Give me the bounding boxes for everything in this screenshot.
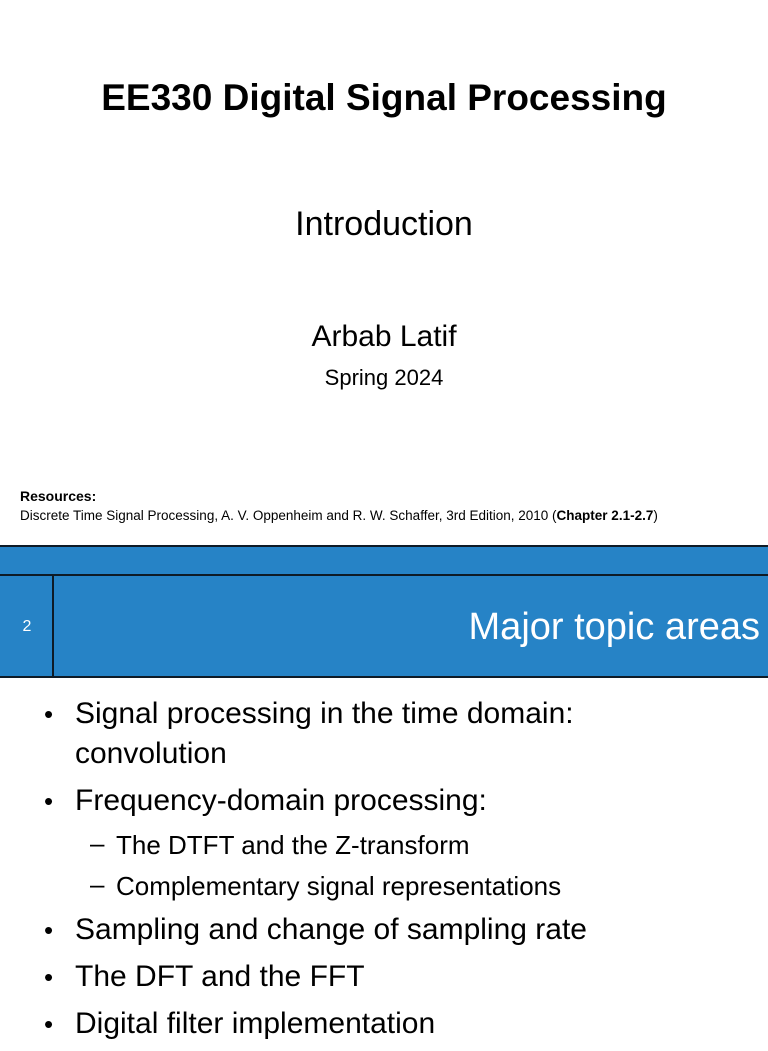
sub-list-item-text: Complementary signal representations	[116, 871, 562, 901]
list-item	[0, 694, 768, 774]
resources-reference: Discrete Time Signal Processing, A. V. Oppenheim and R. W. Schaffer, 3rd Edition, 2010 (	[20, 508, 557, 523]
bullet-icon: •	[44, 786, 54, 816]
list-item-text: Sampling and change of sampling rate	[75, 913, 587, 946]
slide-title: Major topic areas	[468, 606, 760, 648]
sub-list-item	[0, 828, 768, 862]
author-name: Arbab Latif	[311, 320, 457, 353]
list-item	[0, 781, 768, 821]
list-item	[0, 957, 768, 997]
header-rule	[0, 574, 768, 576]
bullet-icon: •	[44, 915, 54, 945]
sub-list-item-text: The DTFT and the Z-transform	[116, 830, 470, 860]
resources-chapters: Chapter 2.1-2.7	[556, 508, 654, 523]
lecture-subtitle: Introduction	[295, 205, 473, 243]
bullet-icon: •	[44, 699, 54, 729]
topic-list	[0, 694, 768, 1051]
bullet-icon: •	[44, 1009, 54, 1039]
dash-icon: –	[90, 828, 105, 858]
list-item-text: Frequency-domain processing:	[75, 784, 487, 817]
bullet-icon: •	[44, 962, 54, 992]
list-item	[0, 910, 768, 950]
dash-icon: –	[90, 869, 105, 899]
list-item-text: Digital filter implementation	[75, 1007, 436, 1040]
list-item-text: The DFT and the FFT	[75, 960, 365, 993]
resources-label: Resources:	[20, 488, 97, 504]
term-label: Spring 2024	[324, 365, 444, 390]
course-title: EE330 Digital Signal Processing	[101, 77, 667, 118]
list-item-text-cont: convolution	[75, 737, 227, 770]
resources-text	[20, 507, 658, 525]
list-item-text: Signal processing in the time domain:	[75, 697, 574, 730]
resources-close: )	[653, 508, 658, 523]
slide-number: 2	[22, 618, 32, 635]
list-item	[0, 1004, 768, 1044]
sub-list-item	[0, 869, 768, 903]
